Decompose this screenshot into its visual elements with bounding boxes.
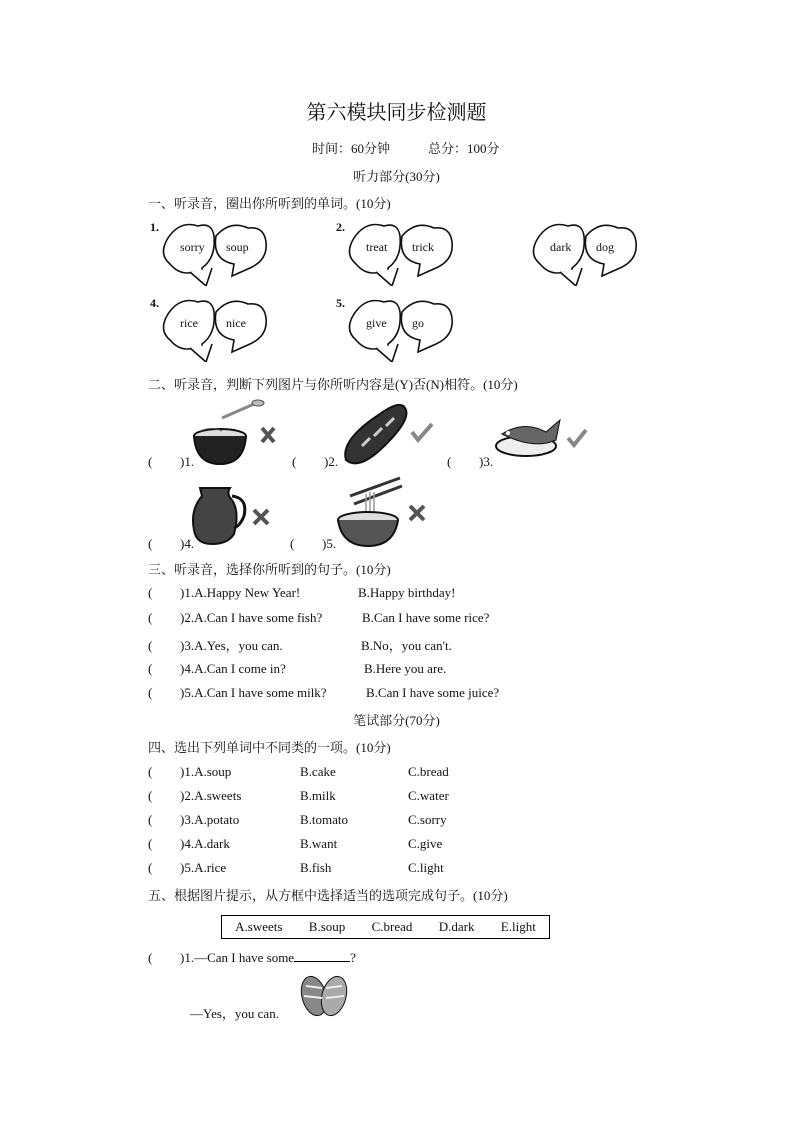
option-a: )1.A.Happy New Year! xyxy=(180,585,301,600)
option-c: C.sorry xyxy=(408,812,447,827)
check-icon xyxy=(568,430,586,445)
option-b: B.want xyxy=(300,836,338,851)
juice-jug xyxy=(192,482,282,548)
s5-answer-1: —Yes，you can. xyxy=(190,1006,279,1021)
score-label: 总分：100分 xyxy=(428,141,500,156)
word-option[interactable]: dog xyxy=(596,240,614,254)
fish-dish xyxy=(494,410,594,470)
option-a: )4.A.Can I come in? xyxy=(180,661,286,676)
option-a: )4.A.dark xyxy=(180,836,230,851)
option-a: )3.A.Yes，you can. xyxy=(180,638,283,653)
option-c: C.give xyxy=(408,836,443,851)
noodle-bowl xyxy=(336,476,436,548)
page-title: 第六模块同步检测题 xyxy=(306,102,487,124)
answer-paren[interactable]: ( xyxy=(148,661,153,676)
judge-item-4 xyxy=(148,536,194,552)
judge-label: )4. xyxy=(180,536,195,551)
option-c: C.bread xyxy=(408,764,449,779)
answer-paren[interactable]: ( xyxy=(148,812,153,827)
s4-row xyxy=(148,788,241,804)
option-c: C.light xyxy=(408,860,444,875)
answer-paren[interactable]: ( xyxy=(292,454,297,469)
answer-paren[interactable]: ( xyxy=(148,610,153,625)
s3-row xyxy=(148,610,322,626)
word-pair-2 xyxy=(336,216,461,286)
options-box xyxy=(221,915,550,939)
option-b: B.No，you can't. xyxy=(361,638,452,653)
word-pair-1 xyxy=(150,216,275,286)
leaf-icon xyxy=(336,292,461,362)
answer-paren[interactable]: ( xyxy=(290,536,295,551)
word-option[interactable]: sorry xyxy=(180,240,205,254)
s4-row xyxy=(148,836,230,852)
judge-label: )2. xyxy=(324,454,339,469)
option-b: B.tomato xyxy=(300,812,349,827)
answer-paren[interactable]: ( xyxy=(148,788,153,803)
word-option[interactable]: trick xyxy=(412,240,434,254)
s3-row xyxy=(148,661,286,677)
judge-label: )3. xyxy=(479,454,494,469)
answer-paren[interactable]: ( xyxy=(447,454,452,469)
option-a: )5.A.Can I have some milk? xyxy=(180,685,327,700)
s3-row xyxy=(148,635,283,654)
word-option[interactable]: dark xyxy=(550,240,572,254)
option-a: )2.A.sweets xyxy=(180,788,242,803)
cross-icon xyxy=(262,428,274,442)
answer-blank[interactable] xyxy=(294,950,350,962)
listening-title: 听力部分(30分) xyxy=(353,169,440,184)
option-b: B.cake xyxy=(300,764,336,779)
item-number: 5. xyxy=(336,296,345,310)
leaf-icon xyxy=(336,216,461,286)
section2-heading: 二、听录音，判断下列图片与你所听内容是(Y)否(N)相符。(10分) xyxy=(148,377,518,392)
leaf-icon xyxy=(150,292,275,362)
answer-paren[interactable]: ( xyxy=(148,536,153,551)
time-label: 时间：60分钟 xyxy=(312,141,391,156)
option-c: C.water xyxy=(408,788,449,803)
option-b: B.milk xyxy=(300,788,336,803)
option-b: B.Can I have some rice? xyxy=(362,610,490,625)
answer-paren[interactable]: ( xyxy=(148,638,153,653)
leaf-icon xyxy=(150,216,275,286)
judge-label: )5. xyxy=(322,536,337,551)
option-a: )5.A.rice xyxy=(180,860,227,875)
answer-paren[interactable]: ( xyxy=(148,860,153,875)
option-b: B.Happy birthday! xyxy=(358,585,456,600)
word-pair-5 xyxy=(336,292,461,362)
item-number: 1. xyxy=(150,220,159,234)
s5-question-1 xyxy=(148,950,356,966)
option-c: C.bread xyxy=(371,919,413,934)
writing-title: 笔试部分(70分) xyxy=(353,713,440,728)
s4-row xyxy=(148,860,226,876)
section5-heading: 五、根据图片提示，从方框中选择适当的选项完成句子。(10分) xyxy=(148,888,508,903)
judge-item-5 xyxy=(290,536,336,552)
s4-row xyxy=(148,812,239,828)
word-option[interactable]: go xyxy=(412,316,424,330)
section1-heading: 一、听录音，圈出你所听到的单词。(10分) xyxy=(148,196,391,211)
answer-paren[interactable]: ( xyxy=(148,836,153,851)
bread-loaf xyxy=(340,400,440,470)
option-e: E.light xyxy=(500,919,536,934)
option-b: B.Here you are. xyxy=(364,661,447,676)
word-option[interactable]: treat xyxy=(366,240,388,254)
word-option[interactable]: soup xyxy=(226,240,249,254)
judge-item-1 xyxy=(148,454,194,470)
option-d: D.dark xyxy=(438,919,475,934)
word-pair-3 xyxy=(520,216,645,286)
word-pair-4 xyxy=(150,292,275,362)
answer-paren[interactable]: ( xyxy=(148,454,153,469)
option-b: B.Can I have some juice? xyxy=(366,685,500,700)
s3-row xyxy=(148,585,300,601)
answer-paren[interactable]: ( xyxy=(148,585,153,600)
answer-paren[interactable]: ( xyxy=(148,685,153,700)
option-a: )3.A.potato xyxy=(180,812,240,827)
cross-icon xyxy=(410,506,424,520)
word-option[interactable]: give xyxy=(366,316,387,330)
option-a: )1.A.soup xyxy=(180,764,232,779)
word-option[interactable]: nice xyxy=(226,316,246,330)
judge-item-3 xyxy=(447,454,493,470)
item-number: 2. xyxy=(336,220,345,234)
bread-rolls xyxy=(298,974,354,1018)
leaf-icon xyxy=(520,216,645,286)
check-icon xyxy=(412,424,432,440)
judge-item-2 xyxy=(292,454,338,470)
item-number: 4. xyxy=(150,296,159,310)
answer-paren[interactable]: ( xyxy=(148,764,153,779)
word-option[interactable]: rice xyxy=(180,316,198,330)
question-text: )1.—Can I have some xyxy=(180,950,295,965)
s4-row xyxy=(148,764,231,780)
option-a: A.sweets xyxy=(235,919,283,934)
answer-paren[interactable]: ( xyxy=(148,950,153,965)
option-b: B.soup xyxy=(308,919,346,934)
option-b: B.fish xyxy=(300,860,332,875)
judge-label: )1. xyxy=(180,454,195,469)
question-end: ? xyxy=(350,950,356,965)
s3-row xyxy=(148,685,327,701)
bowl-of-porridge xyxy=(192,398,292,468)
cross-icon xyxy=(254,510,268,524)
option-a: )2.A.Can I have some fish? xyxy=(180,610,323,625)
section4-heading: 四、选出下列单词中不同类的一项。(10分) xyxy=(148,740,391,755)
section3-heading: 三、听录音，选择你所听到的句子。(10分) xyxy=(148,562,391,577)
